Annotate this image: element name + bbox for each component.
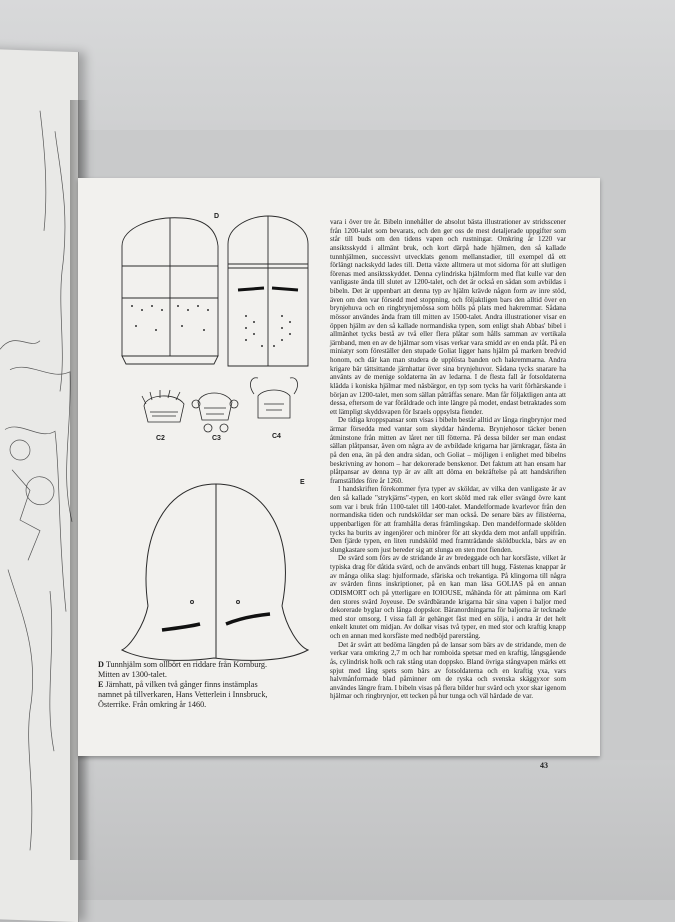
figure-caption <box>98 660 268 710</box>
body-paragraph: De svärd som förs av de stridande är av bredeggade och har korsfäste, vilket är typiska drag för dåtida svärd, och de används enbart till hugg. Fästenas knappar är av många olika slag: hjulformade, sfäriska och trekantiga. På klingorna till några av svärden finns inskriptioner, på en kan man läsa GOLIAS på en annan ODISMORT och på ytterligare en IOIOUSE, måhända för att påminna om Karl den stores svärd Joyeuse. De svärdbärande krigarna bär sina vapen i baljor med dekorerade byglar och långa doppskor. Bäranordningarna för baljorna är tecknade med stor omsorg. I vissa fall är gehänget fäst med en sölja, i andra är det helt enkelt knutet om midjan. Av dolkar visas två typer, en med stor och kraftig knapp och en annan med korsfäste med nedböjd parerstång. <box>330 554 566 640</box>
sallet-helmet <box>122 484 308 660</box>
figure-label-d: D <box>214 213 220 220</box>
table-surface <box>0 0 675 130</box>
caption-text-e: Järnhatt, på vilken två gånger finns instämplas namnet på tillverkaren, Hans Vetterlein i Innsbruck, Österrike. Från omkring år 1460. <box>98 680 268 709</box>
body-paragraph: Det är svårt att bedöma längden på de lansar som bärs av de stridande, men de verkar vara omkring 2,7 m och har romboida spetsar med en kraftig, långsgående ås, cylindrisk holk och rak stång utan doppsko. Bland övriga stångvapen märks ett spjut med lång spets som bärs av fotsoldaterna och en kraftig yxa, vars halvmånformade blad påminner om de ryska och svenska skäggyxor som användes längre fram. I bibeln visas på flera bilder hur svärd och yxor skar igenom hjälmar och ringbrynjor, ett tecken på hur tunga och väl härdade de var. <box>330 640 566 701</box>
caption-label-d: D <box>98 660 104 669</box>
body-text-column <box>330 218 566 701</box>
figure-label-c2: C2 <box>156 435 165 442</box>
figure-label-c4: C4 <box>272 433 281 440</box>
figure-label-e: E <box>300 479 305 486</box>
great-helm-front-view <box>228 216 308 366</box>
book-page <box>78 178 600 770</box>
figure-label-c3: C3 <box>212 435 221 442</box>
ornamental-heads-row <box>142 378 297 432</box>
body-paragraph: vara i över tre år. Bibeln innehåller de absolut bästa illustrationer av stridsscener från 1200-talet som bevarats, och den ger oss de mest detaljerade uppgifter som står till buds om den tidens vapen och rustningar. Omkring år 1220 var ansiktsskydd i allmänt bruk, och kort därpå hade hjälmen, den så kallade tunnhjälmen, successivt utvecklats genom mellanstadier, till exempel då ett förlängt nackskydd lades till. Detta växte alltmera ut mot sidorna för att slutligen förenas med ansiktsskyddet. Denna cylindriska hjälmform med flat kulle var den vanligaste ända till slutet av 1200-talet, och det är också en sådan som avbildas i bibeln. Det är uppenbart att denna typ av hjälm krävde någon form av inre stöd, även om den var försedd med stoppning, och följaktligen bars den alltid över en brynjehuva och en ringbrynjemössa som hölls på plats med hakremmar. Sådana mössor användes ända fram till mitten av 1500-talet. Andra illustrationer visar en öppen hjälm av den så kallade normandiska typen, som enligt shah Abbas' bibel i allmänhet tycks bestå av två eller flera plåtar som hålls samman av vertikala järnband, men en av de hjälmar som visas verkar vara smidd av en enda plåt. På en miniatyr som föreställer den stupade Goliat ligger hans hjälm på marken bredvid honom, och där kan man studera de upplösta banden och hakremmarna. Andra krigare bär tättsittande järnhattar över sina brynjehuvor. Sådana tycks snarare ha använts av de menige soldaterna än av ledarna. I de flesta fall är fotsoldaterna klädda i koniska hjälmar med näsbärgor, en typ som tycks ha varit förhärskande i början av 1200-talet, men som sällan påträffas senare. Man får följaktligen anta att dessa, eftersom de var föräldrade och inte längre på modet, endast betraktades som ett lämpligt skyddsvapen för Israels oppsylsta fiender. <box>330 218 566 416</box>
page-number: 43 <box>540 761 548 770</box>
caption-label-e: E <box>98 680 104 689</box>
caption-text-d: Tunnhjälm som ollbört en riddare från Kornburg. Mitten av 1300-talet. <box>98 660 268 679</box>
facing-page <box>0 48 79 922</box>
table-surface-lower <box>0 760 675 900</box>
facing-page-illustration <box>0 49 78 922</box>
great-helm-side-view <box>122 218 218 364</box>
body-paragraph: I handskriften förekommer fyra typer av sköldar, av vilka den vanligaste är av den så kallade "strykjärns"-typen, en kort sköld med rak eller svängd övre kant som var i bruk från 1100-talet till 1400-talet. Mandelformade kvarlevor från den normandiska tiden och rundsköldar ser man också. De senare bärs av filistéerna, uppenbarligen för att framhålla deras främlingskap. Den mandelformade skölden tycks ha burits av ingenjörer och minörer för att skydda dem mot anfall uppifrån. Den fjärde typen, en liten rundsköld med framträdande sköldbuckla, bärs av en slungkastare som just bereder sig att slunga en sten mot fienden. <box>330 485 566 554</box>
body-paragraph: De tidiga kroppspansar som visas i bibeln består alltid av långa ringbrynjor med ärmar försedda med vantar som skyddar händerna. Brynjehosor täcker benen åtminstone från mitten av låret ner till fötterna. På dessa bilder ser man endast sällan plåtpansar, även om några av de avbildade krigarna har järnkragar, fästa än på den ena, än på den andra sidan, och Goliat – möjligen i enlighet med bibelns beskrivning av honom – har dekorerade benskenor. Det faktum att han ensam har plåtpansar av denna typ är av allt att döma en bekräftelse på att handskriften framställdes före år 1260. <box>330 416 566 485</box>
